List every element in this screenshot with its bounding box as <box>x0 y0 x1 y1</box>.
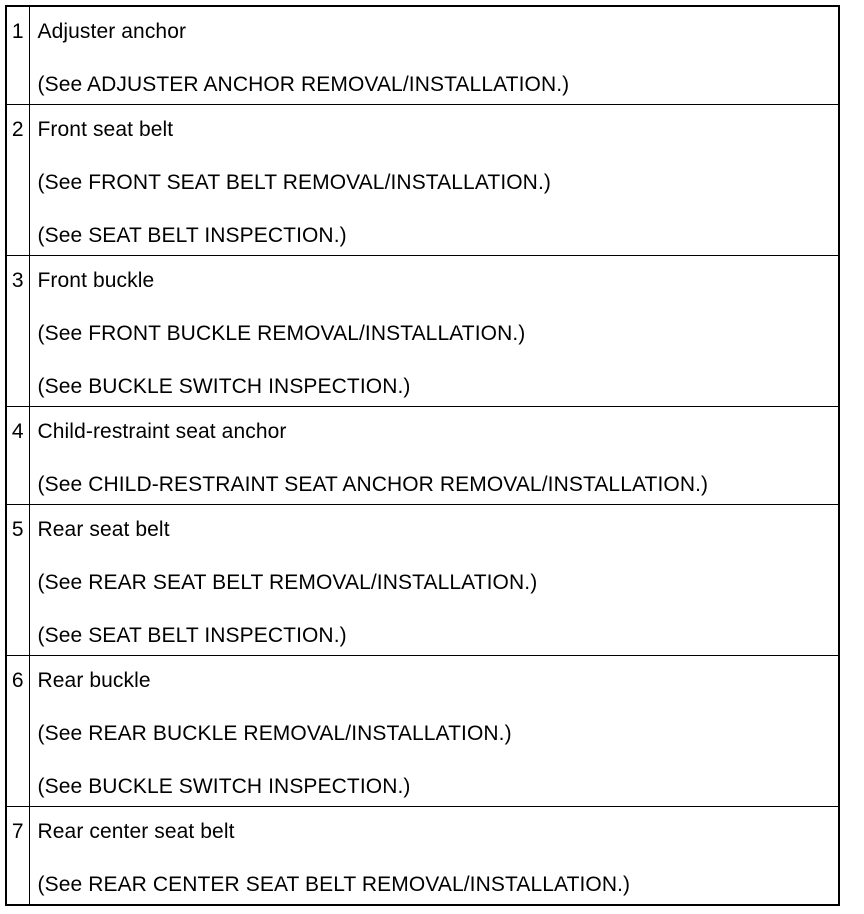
item-name: Front seat belt <box>37 118 174 141</box>
table-row <box>6 105 839 256</box>
parts-table <box>5 5 840 906</box>
item-reference: (See FRONT BUCKLE REMOVAL/INSTALLATION.) <box>37 322 526 345</box>
item-content <box>29 256 839 407</box>
item-name: Rear buckle <box>37 669 151 692</box>
item-number: 7 <box>6 807 29 906</box>
item-name: Front buckle <box>37 269 155 292</box>
item-name: Adjuster anchor <box>37 20 187 43</box>
item-content <box>29 505 839 656</box>
table-row <box>6 656 839 807</box>
item-number: 2 <box>6 105 29 256</box>
item-number: 3 <box>6 256 29 407</box>
table-row <box>6 6 839 105</box>
item-number: 1 <box>6 6 29 105</box>
item-content <box>29 105 839 256</box>
table-row <box>6 256 839 407</box>
item-name: Rear center seat belt <box>37 820 235 843</box>
item-number: 4 <box>6 407 29 505</box>
item-reference: (See SEAT BELT INSPECTION.) <box>37 224 347 247</box>
item-reference: (See CHILD-RESTRAINT SEAT ANCHOR REMOVAL/INSTALLATION.) <box>37 473 709 496</box>
item-content <box>29 656 839 807</box>
item-number: 5 <box>6 505 29 656</box>
item-reference: (See BUCKLE SWITCH INSPECTION.) <box>37 775 411 798</box>
item-reference: (See BUCKLE SWITCH INSPECTION.) <box>37 375 411 398</box>
item-content <box>29 807 839 906</box>
table-row <box>6 807 839 906</box>
item-content <box>29 6 839 105</box>
item-reference: (See SEAT BELT INSPECTION.) <box>37 624 347 647</box>
item-reference: (See REAR CENTER SEAT BELT REMOVAL/INSTALLATION.) <box>37 873 631 896</box>
item-name: Child-restraint seat anchor <box>37 420 287 443</box>
item-name: Rear seat belt <box>37 518 170 541</box>
item-reference: (See FRONT SEAT BELT REMOVAL/INSTALLATION.) <box>37 171 551 194</box>
item-content <box>29 407 839 505</box>
table-row <box>6 505 839 656</box>
item-reference: (See REAR BUCKLE REMOVAL/INSTALLATION.) <box>37 722 512 745</box>
table-row <box>6 407 839 505</box>
item-number: 6 <box>6 656 29 807</box>
item-reference: (See ADJUSTER ANCHOR REMOVAL/INSTALLATION.) <box>37 73 570 96</box>
item-reference: (See REAR SEAT BELT REMOVAL/INSTALLATION.) <box>37 571 538 594</box>
